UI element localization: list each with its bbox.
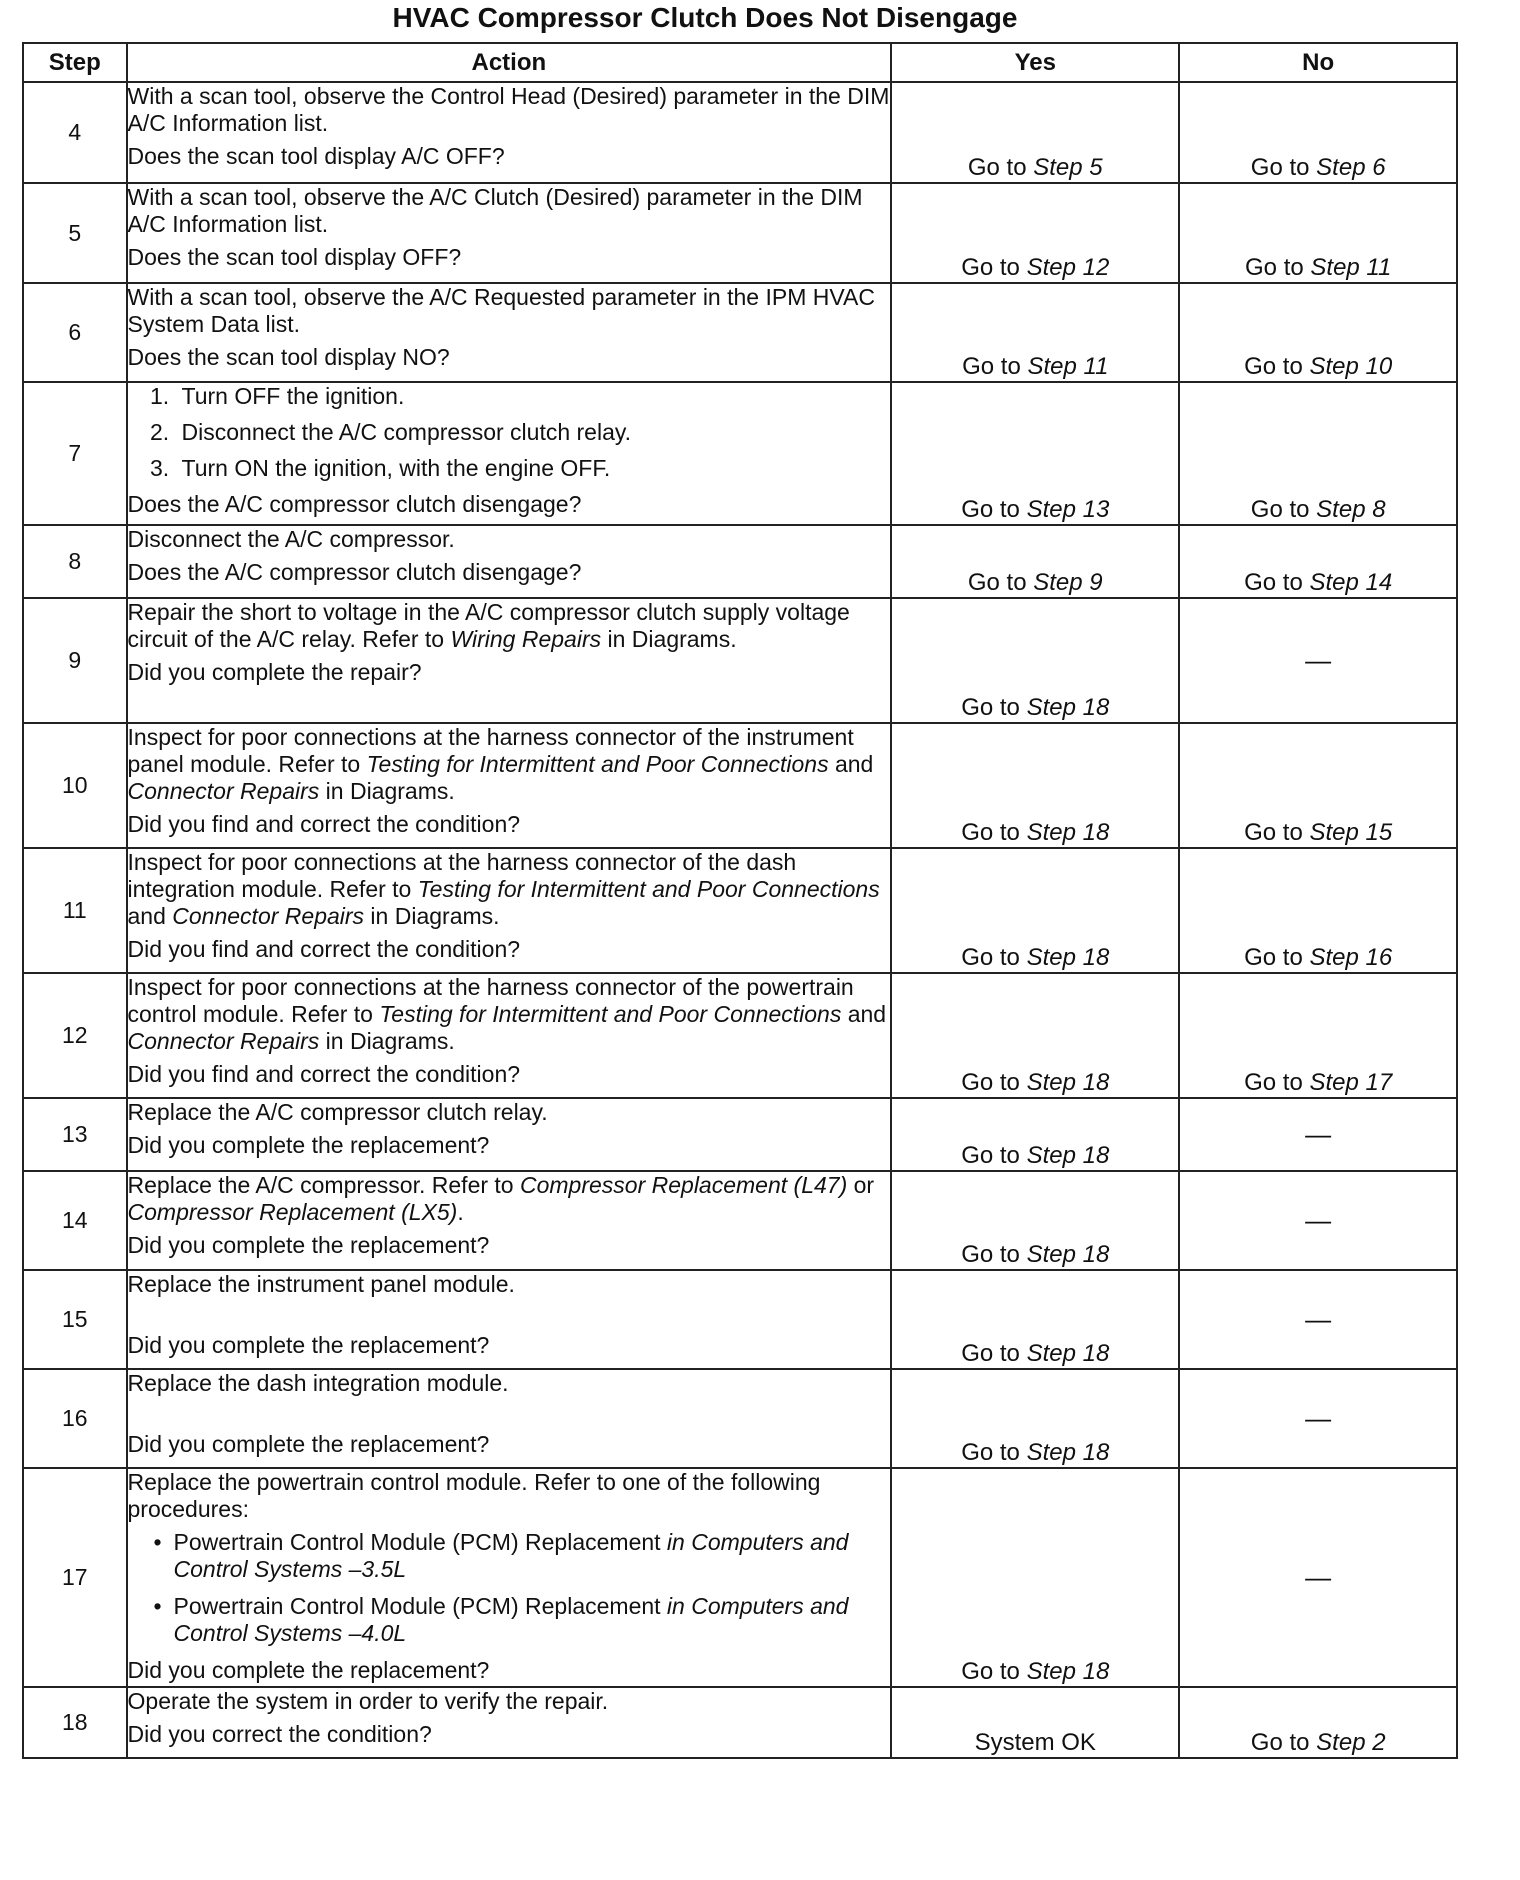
table-row <box>23 525 1457 598</box>
yes-goto-link[interactable]: Step 9 <box>1033 569 1103 596</box>
step-number: 13 <box>23 1098 127 1171</box>
table-row <box>23 1468 1457 1687</box>
yes-cell <box>891 1098 1179 1171</box>
no-cell <box>1179 525 1457 598</box>
table-row <box>23 382 1457 525</box>
action-text <box>128 849 891 930</box>
action-question: Did you complete the replacement? <box>127 1132 490 1158</box>
no-cell: — <box>1179 1270 1457 1369</box>
action-text: Inspect for poor connections at the harness connector of the powertrain control module. Refer to <box>127 974 854 1027</box>
header-row <box>23 43 1457 82</box>
yes-cell: System OK <box>891 1687 1179 1758</box>
procedure-text: Powertrain Control Module (PCM) Replacement <box>173 1593 661 1619</box>
table-row <box>23 1270 1457 1369</box>
yes-goto-link[interactable]: Step 5 <box>1033 154 1103 181</box>
action-text: in Diagrams. <box>319 1028 455 1054</box>
yes-goto-link[interactable]: Step 13 <box>1026 496 1110 523</box>
action-text <box>128 974 891 1055</box>
action-text: . <box>457 1199 464 1225</box>
action-text: Inspect for poor connections at the harness connector of the instrument panel module. Refer to <box>127 724 854 777</box>
no-cell: — <box>1179 1171 1457 1270</box>
no-goto-link[interactable]: Step 2 <box>1316 1729 1386 1756</box>
action-text: With a scan tool, observe the A/C Requested parameter in the IPM HVAC System Data list. <box>127 284 875 337</box>
yes-goto-link[interactable]: Step 18 <box>1026 1439 1110 1466</box>
yes-goto-link[interactable]: Step 18 <box>1026 819 1110 846</box>
action-text: Operate the system in order to verify the repair. <box>127 1688 609 1714</box>
yes-cell <box>891 525 1179 598</box>
table-row <box>23 1687 1457 1758</box>
procedure-text: Powertrain Control Module (PCM) Replacement <box>173 1529 661 1555</box>
action-reference: Wiring Repairs <box>450 626 602 652</box>
spacer <box>128 1304 891 1326</box>
action-cell <box>127 1171 892 1270</box>
yes-goto-prefix: Go to <box>961 496 1027 523</box>
action-text <box>128 1271 891 1298</box>
action-text <box>128 83 891 137</box>
action-question: Did you find and correct the condition? <box>127 811 521 837</box>
action-cell <box>127 1270 892 1369</box>
no-goto-link[interactable]: Step 6 <box>1316 154 1386 181</box>
action-cell <box>127 1468 892 1687</box>
yes-cell <box>891 283 1179 382</box>
step-number: 18 <box>23 1687 127 1758</box>
action-text <box>128 1688 891 1715</box>
step-number: 10 <box>23 723 127 848</box>
yes-goto-prefix: Go to <box>961 1241 1027 1268</box>
no-cell <box>1179 848 1457 973</box>
action-cell <box>127 382 892 525</box>
action-cell <box>127 1098 892 1171</box>
no-goto-prefix: Go to <box>1250 1729 1317 1756</box>
action-step-item: 3. Turn ON the ignition, with the engine OFF. <box>176 455 891 482</box>
action-text <box>128 284 891 338</box>
action-text: Replace the powertrain control module. Refer to one of the following procedures: <box>127 1469 821 1522</box>
action-text <box>128 599 891 653</box>
action-cell <box>127 848 892 973</box>
no-goto-prefix: Go to <box>1244 819 1310 846</box>
diagnostic-table <box>22 42 1458 1759</box>
action-cell <box>127 1369 892 1468</box>
action-question: Did you find and correct the condition? <box>127 936 521 962</box>
spacer <box>128 1403 891 1425</box>
yes-cell <box>891 82 1179 183</box>
action-question: Does the scan tool display OFF? <box>127 244 462 270</box>
yes-goto-prefix: Go to <box>961 1340 1027 1367</box>
table-row <box>23 183 1457 283</box>
table-row <box>23 283 1457 382</box>
action-cell <box>127 723 892 848</box>
action-reference: Compressor Replacement (LX5) <box>127 1199 458 1225</box>
table-row <box>23 848 1457 973</box>
action-question: Did you complete the replacement? <box>127 1657 490 1683</box>
no-goto-link[interactable]: Step 15 <box>1309 819 1393 846</box>
action-question: Did you complete the replacement? <box>127 1332 490 1358</box>
action-text: With a scan tool, observe the Control Head (Desired) parameter in the DIM A/C Information list. <box>127 83 890 136</box>
yes-cell <box>891 1171 1179 1270</box>
action-text <box>128 724 891 805</box>
no-goto-prefix: Go to <box>1245 254 1311 281</box>
yes-goto-link[interactable]: Step 18 <box>1026 1340 1110 1367</box>
table-row <box>23 1098 1457 1171</box>
no-goto-link[interactable]: Step 11 <box>1310 254 1392 281</box>
step-number: 6 <box>23 283 127 382</box>
no-cell <box>1179 283 1457 382</box>
yes-goto-link[interactable]: Step 18 <box>1026 1658 1110 1685</box>
procedure-reference: in Computers and Control Systems –4.0L <box>173 1593 849 1646</box>
no-cell <box>1179 723 1457 848</box>
no-cell: — <box>1179 1468 1457 1687</box>
action-text: Inspect for poor connections at the harness connector of the dash integration module. Refer to <box>127 849 797 902</box>
table-row <box>23 973 1457 1098</box>
yes-goto-prefix: Go to <box>961 1142 1027 1169</box>
yes-goto-link[interactable]: Step 18 <box>1026 944 1110 971</box>
yes-goto-prefix: Go to <box>961 254 1027 281</box>
action-text <box>128 1099 891 1126</box>
procedure-reference: in Computers and Control Systems –3.5L <box>173 1529 849 1582</box>
action-text: Replace the instrument panel module. <box>127 1271 515 1297</box>
yes-goto-prefix: Go to <box>967 569 1034 596</box>
action-reference: Testing for Intermittent and Poor Connections <box>379 1001 842 1027</box>
yes-cell <box>891 1270 1179 1369</box>
yes-goto-prefix: Go to <box>962 353 1028 380</box>
yes-cell <box>891 973 1179 1098</box>
yes-goto-prefix: Go to <box>961 944 1027 971</box>
action-text: and <box>127 903 173 929</box>
no-goto-link[interactable]: Step 14 <box>1309 569 1393 596</box>
no-goto-prefix: Go to <box>1244 353 1310 380</box>
step-number: 14 <box>23 1171 127 1270</box>
action-question: Did you complete the replacement? <box>127 1431 490 1457</box>
action-reference: Compressor Replacement (L47) <box>519 1172 848 1198</box>
action-text: Replace the A/C compressor. Refer to <box>127 1172 520 1198</box>
action-question: Did you complete the repair? <box>127 659 422 685</box>
action-question: Does the scan tool display A/C OFF? <box>127 143 505 169</box>
action-text <box>128 1469 891 1523</box>
action-reference: Testing for Intermittent and Poor Connections <box>366 751 829 777</box>
no-goto-prefix: Go to <box>1244 1069 1310 1096</box>
action-text <box>128 184 891 238</box>
procedure-item <box>174 1529 891 1583</box>
action-cell <box>127 82 892 183</box>
yes-cell <box>891 382 1179 525</box>
header-step: Step <box>23 43 127 82</box>
yes-goto-prefix: Go to <box>961 1069 1027 1096</box>
yes-goto-link[interactable]: Step 18 <box>1026 1069 1110 1096</box>
table-row <box>23 723 1457 848</box>
action-reference: Connector Repairs <box>127 1028 320 1054</box>
action-text <box>128 1172 891 1226</box>
no-goto-link[interactable]: Step 17 <box>1309 1069 1393 1096</box>
yes-goto-link[interactable]: Step 11 <box>1027 353 1109 380</box>
action-text: and <box>828 751 874 777</box>
yes-cell <box>891 848 1179 973</box>
page-title: HVAC Compressor Clutch Does Not Disengage <box>392 2 1018 33</box>
action-question: Did you complete the replacement? <box>127 1232 490 1258</box>
table-row <box>23 82 1457 183</box>
action-text: Replace the dash integration module. <box>127 1370 509 1396</box>
no-cell: — <box>1179 1369 1457 1468</box>
action-cell <box>127 598 892 723</box>
action-text: Replace the A/C compressor clutch relay. <box>127 1099 548 1125</box>
yes-cell <box>891 183 1179 283</box>
step-number: 16 <box>23 1369 127 1468</box>
yes-goto-link[interactable]: Step 18 <box>1026 694 1110 721</box>
no-goto-prefix: Go to <box>1244 569 1310 596</box>
action-cell <box>127 183 892 283</box>
no-goto-prefix: Go to <box>1250 496 1317 523</box>
yes-cell <box>891 723 1179 848</box>
action-reference: Connector Repairs <box>172 903 365 929</box>
procedure-item <box>174 1593 891 1647</box>
table-row <box>23 1369 1457 1468</box>
action-step-item: 2. Disconnect the A/C compressor clutch relay. <box>176 419 891 446</box>
no-cell: — <box>1179 1098 1457 1171</box>
action-question: Does the A/C compressor clutch disengage? <box>127 491 582 517</box>
no-goto-prefix: Go to <box>1250 154 1317 181</box>
table-row <box>23 1171 1457 1270</box>
action-step-item: 1. Turn OFF the ignition. <box>176 383 891 410</box>
action-cell <box>127 283 892 382</box>
step-number: 8 <box>23 525 127 598</box>
action-text: With a scan tool, observe the A/C Clutch (Desired) parameter in the DIM A/C Information list. <box>127 184 863 237</box>
no-goto-link[interactable]: Step 8 <box>1316 496 1386 523</box>
no-cell <box>1179 973 1457 1098</box>
action-text: Disconnect the A/C compressor. <box>127 526 455 552</box>
action-text <box>128 526 891 553</box>
yes-goto-prefix: Go to <box>961 819 1027 846</box>
action-text <box>128 1370 891 1397</box>
action-question: Does the A/C compressor clutch disengage? <box>127 559 582 585</box>
header-action: Action <box>127 43 892 82</box>
step-number: 7 <box>23 382 127 525</box>
header-yes: Yes <box>891 43 1179 82</box>
no-goto-prefix: Go to <box>1244 944 1310 971</box>
no-cell <box>1179 382 1457 525</box>
yes-goto-link[interactable]: Step 18 <box>1026 1241 1110 1268</box>
action-cell <box>127 1687 892 1758</box>
yes-cell <box>891 598 1179 723</box>
action-reference: Testing for Intermittent and Poor Connections <box>417 876 880 902</box>
action-question: Did you correct the condition? <box>127 1721 432 1747</box>
yes-goto-prefix: Go to <box>967 154 1034 181</box>
table-row <box>23 598 1457 723</box>
step-number: 17 <box>23 1468 127 1687</box>
header-no: No <box>1179 43 1457 82</box>
procedure-list <box>128 1529 891 1647</box>
step-number: 5 <box>23 183 127 283</box>
yes-goto-link[interactable]: Step 12 <box>1026 254 1110 281</box>
no-cell: — <box>1179 598 1457 723</box>
action-text: in Diagrams. <box>364 903 500 929</box>
action-text: in Diagrams. <box>319 778 455 804</box>
no-cell <box>1179 82 1457 183</box>
yes-cell <box>891 1468 1179 1687</box>
action-text: or <box>847 1172 875 1198</box>
yes-goto-prefix: Go to <box>961 1439 1027 1466</box>
action-text: in Diagrams. <box>601 626 737 652</box>
no-cell <box>1179 183 1457 283</box>
no-cell <box>1179 1687 1457 1758</box>
action-cell <box>127 525 892 598</box>
action-steps-list <box>128 383 891 482</box>
no-goto-link[interactable]: Step 10 <box>1309 353 1393 380</box>
action-question: Did you find and correct the condition? <box>127 1061 521 1087</box>
step-number: 11 <box>23 848 127 973</box>
action-reference: Connector Repairs <box>127 778 320 804</box>
yes-goto-link[interactable]: Step 18 <box>1026 1142 1110 1169</box>
yes-goto-prefix: Go to <box>961 1658 1027 1685</box>
step-number: 4 <box>23 82 127 183</box>
yes-goto-prefix: Go to <box>961 694 1027 721</box>
action-cell <box>127 973 892 1098</box>
action-text: Repair the short to voltage in the A/C compressor clutch supply voltage circuit of the A/C relay. Refer to <box>127 599 850 652</box>
step-number: 12 <box>23 973 127 1098</box>
action-text: and <box>841 1001 887 1027</box>
step-number: 15 <box>23 1270 127 1369</box>
step-number: 9 <box>23 598 127 723</box>
no-goto-link[interactable]: Step 16 <box>1309 944 1393 971</box>
yes-cell <box>891 1369 1179 1468</box>
action-question: Does the scan tool display NO? <box>127 344 450 370</box>
